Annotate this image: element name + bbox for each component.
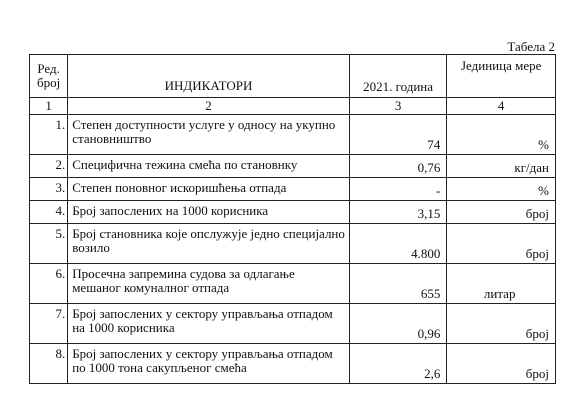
table-row xyxy=(30,115,556,155)
indicator-unit: литар xyxy=(447,264,556,304)
table-row xyxy=(30,264,556,304)
indicator-text: Број запослених у сектору управљања отпадом по 1000 тона сакупљеног смећа xyxy=(68,344,350,384)
indicator-unit: број xyxy=(447,201,556,224)
table-row xyxy=(30,201,556,224)
indicator-unit: број xyxy=(447,224,556,264)
indicator-value: 0,96 xyxy=(349,304,447,344)
indicators-table xyxy=(29,54,556,384)
table-row xyxy=(30,304,556,344)
indicator-text: Број становника које опслужује једно специјално возило xyxy=(68,224,350,264)
indicator-value: 3,15 xyxy=(349,201,447,224)
indicator-value: 0,76 xyxy=(349,155,447,178)
row-number: 3. xyxy=(30,178,68,201)
header-unit: Јединица мере xyxy=(447,55,556,98)
row-number: 6. xyxy=(30,264,68,304)
row-number: 2. xyxy=(30,155,68,178)
indicator-text: Број запослених у сектору управљања отпадом на 1000 корисника xyxy=(68,304,350,344)
indicator-value: 655 xyxy=(349,264,447,304)
header-year: 2021. година xyxy=(349,55,447,98)
table-row xyxy=(30,155,556,178)
column-number-row xyxy=(30,98,556,115)
table-caption: Табела 2 xyxy=(507,39,555,54)
table-row xyxy=(30,224,556,264)
column-number: 3 xyxy=(349,98,447,115)
indicator-unit: број xyxy=(447,344,556,384)
indicator-text: Просечна запремина судова за одлагање мешаног комуналног отпада xyxy=(68,264,350,304)
indicator-unit: % xyxy=(447,178,556,201)
column-number: 4 xyxy=(447,98,556,115)
row-number: 4. xyxy=(30,201,68,224)
header-row-number: Ред. број xyxy=(30,55,68,98)
indicator-text: Специфична тежина смећа по становнку xyxy=(68,155,350,178)
indicator-unit: % xyxy=(447,115,556,155)
row-number: 8. xyxy=(30,344,68,384)
row-number: 7. xyxy=(30,304,68,344)
header-indicators: ИНДИКАТОРИ xyxy=(68,55,350,98)
indicator-value: - xyxy=(349,178,447,201)
row-number: 5. xyxy=(30,224,68,264)
indicator-unit: кг/дан xyxy=(447,155,556,178)
table-row xyxy=(30,178,556,201)
indicator-text: Број запослених на 1000 корисника xyxy=(68,201,350,224)
indicator-text: Степен доступности услуге у односу на укупно становништво xyxy=(68,115,350,155)
indicator-text: Степен поновног искоришћења отпада xyxy=(68,178,350,201)
row-number: 1. xyxy=(30,115,68,155)
indicator-value: 4.800 xyxy=(349,224,447,264)
column-number: 2 xyxy=(68,98,350,115)
table-row xyxy=(30,344,556,384)
indicator-value: 74 xyxy=(349,115,447,155)
column-number: 1 xyxy=(30,98,68,115)
indicator-unit: број xyxy=(447,304,556,344)
table-header-row xyxy=(30,55,556,98)
indicator-value: 2,6 xyxy=(349,344,447,384)
